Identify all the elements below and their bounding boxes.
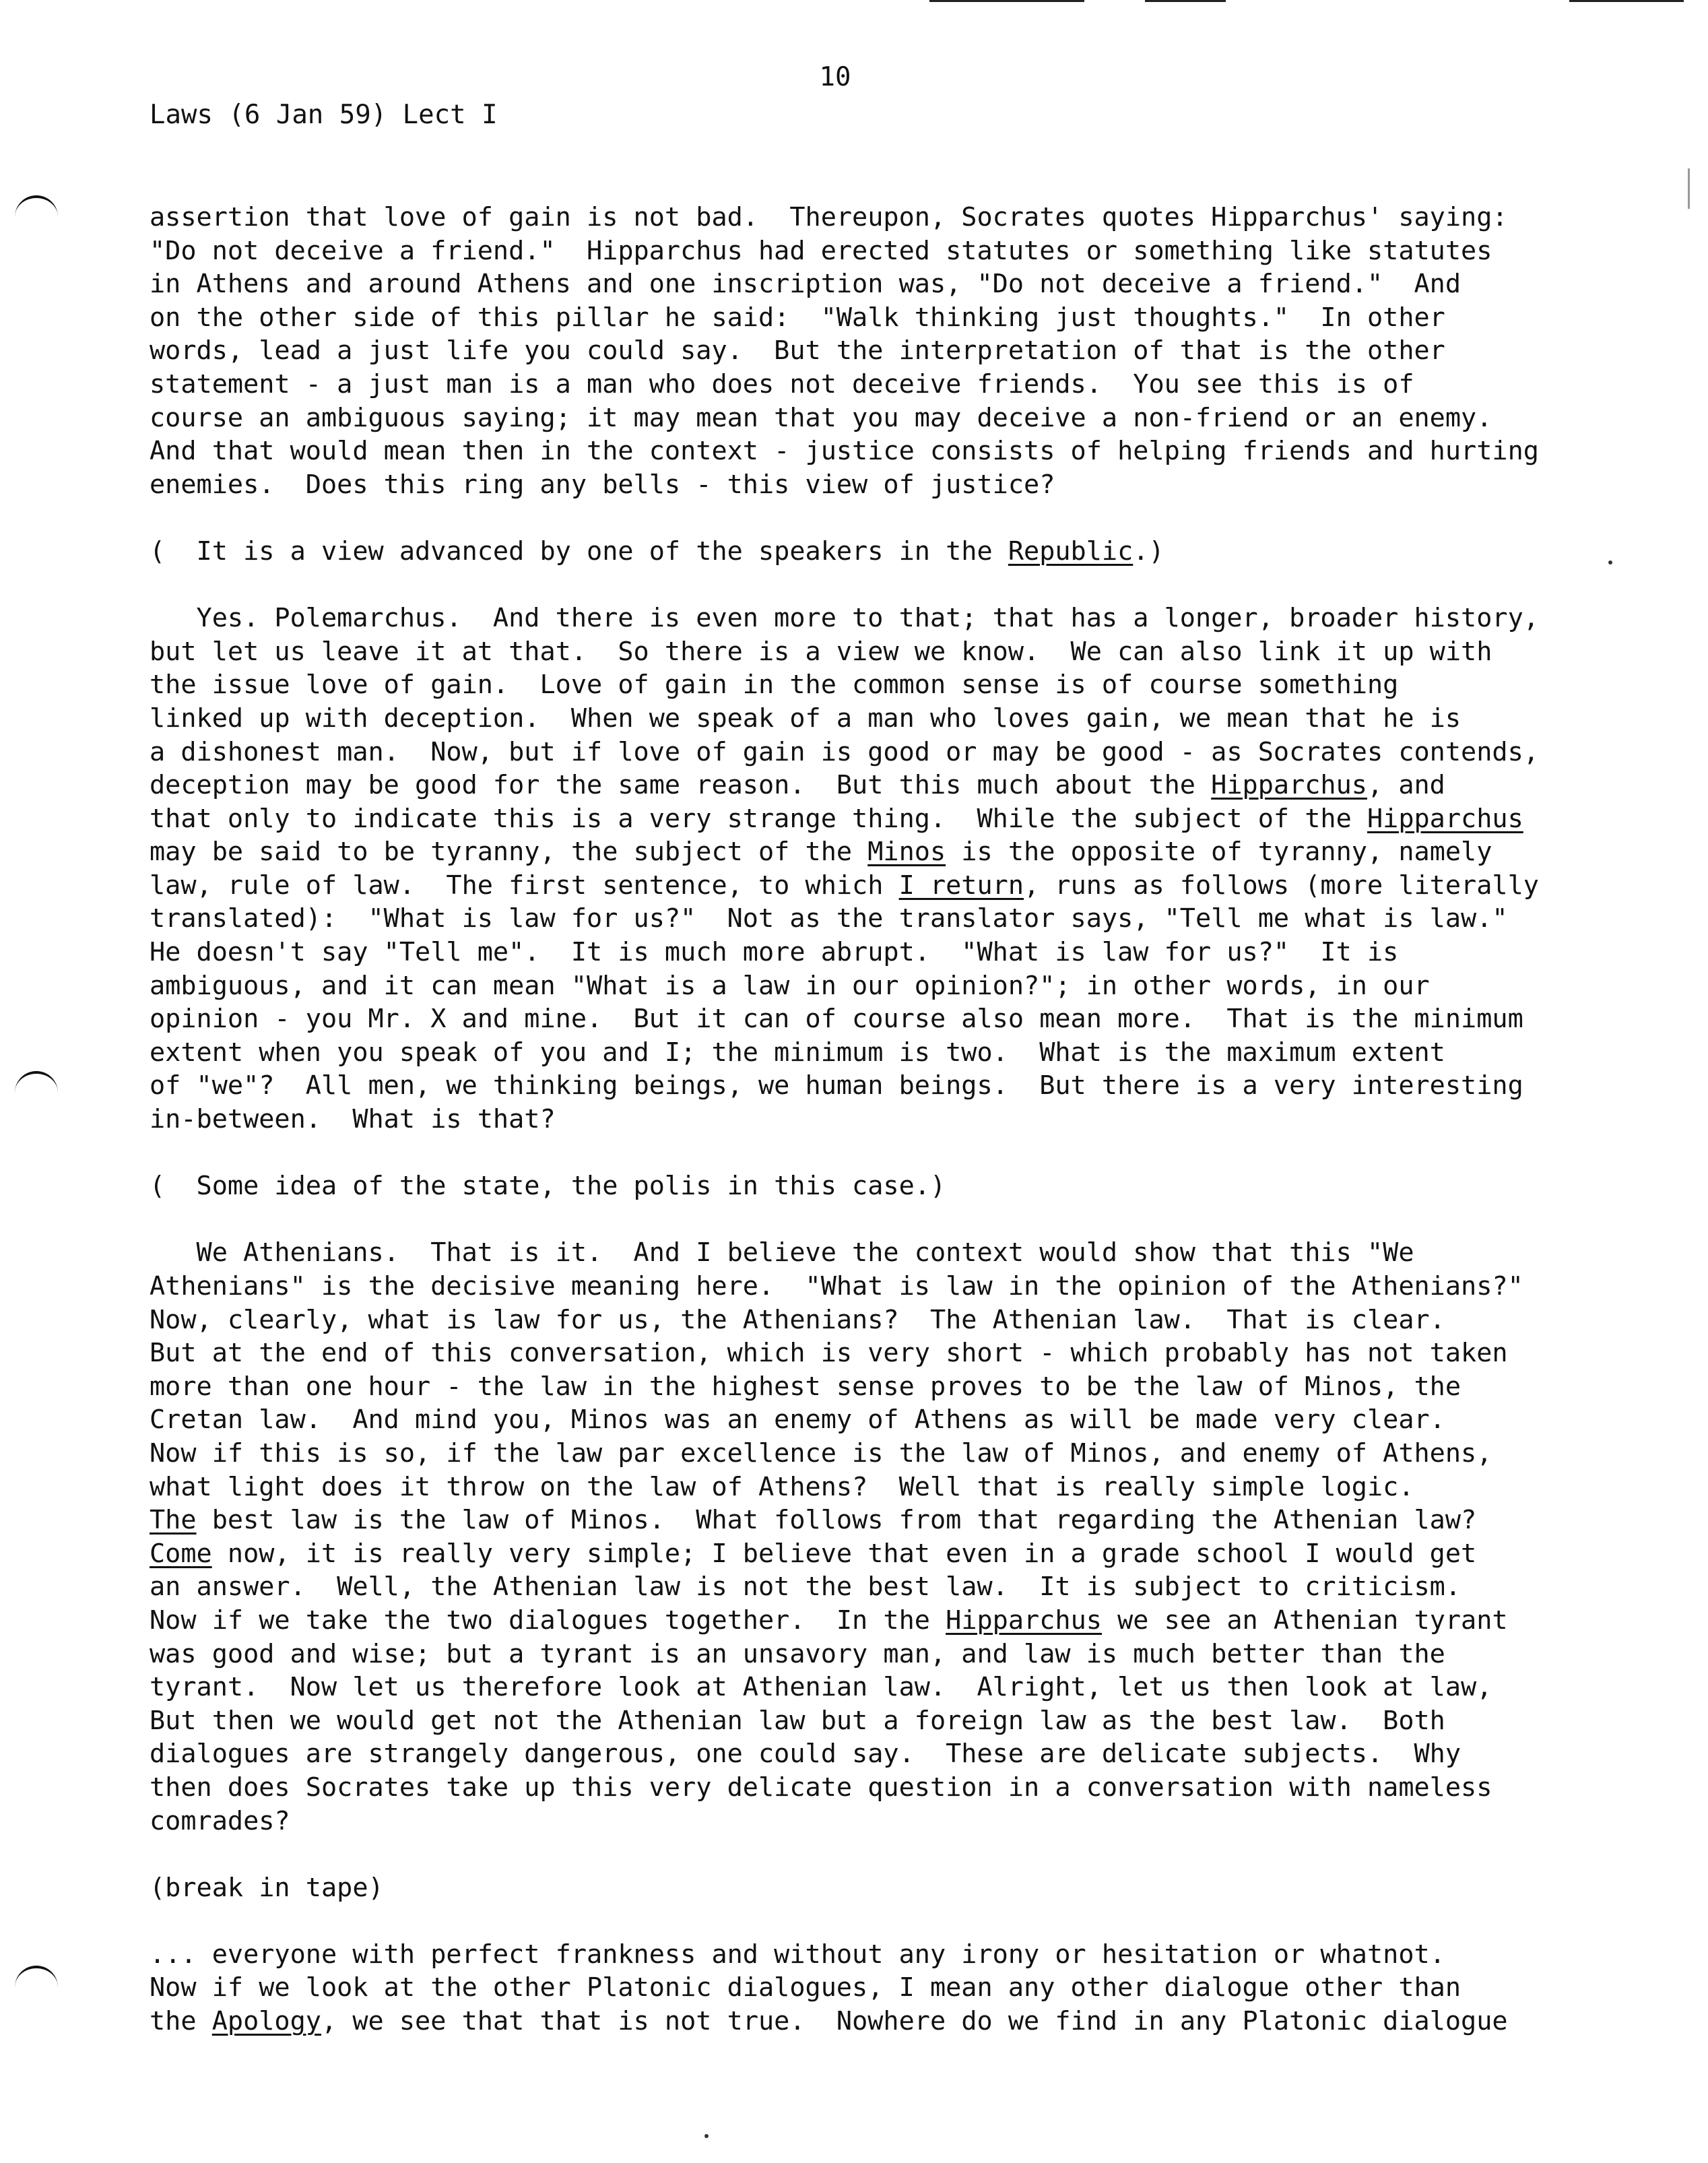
text-run: dialogues are strangely dangerous, one could say. These are delicate subjects. Why bbox=[150, 1739, 1461, 1770]
margin-hole-punch-mark bbox=[15, 1966, 58, 1995]
text-line bbox=[150, 1270, 1665, 1303]
text-run: the bbox=[150, 2006, 212, 2037]
text-run: linked up with deception. When we speak of a man who loves gain, we mean that he is bbox=[150, 703, 1461, 734]
text-run: extent when you speak of you and I; the minimum is two. What is the maximum extent bbox=[150, 1037, 1445, 1068]
text-run: ( Some idea of the state, the polis in this case.) bbox=[150, 1171, 946, 1202]
paragraph bbox=[150, 1236, 1665, 1838]
paragraph bbox=[150, 535, 1665, 569]
text-run: He doesn't say "Tell me". It is much more abrupt. "What is law for us?" It is bbox=[150, 937, 1399, 968]
text-line bbox=[150, 602, 1665, 635]
text-line bbox=[150, 1036, 1665, 1070]
text-line bbox=[150, 702, 1665, 736]
text-line bbox=[150, 368, 1665, 401]
text-run: tyrant. Now let us therefore look at Athenian law. Alright, let us then look at law, bbox=[150, 1672, 1492, 1703]
text-line bbox=[150, 334, 1665, 368]
text-line bbox=[150, 1370, 1665, 1404]
text-run: Now, clearly, what is law for us, the Athenians? The Athenian law. That is clear. bbox=[150, 1304, 1445, 1335]
text-run: that only to indicate this is a very strange thing. While the subject of the bbox=[150, 803, 1367, 834]
text-run: Yes. Polemarchus. And there is even more to that; that has a longer, broader history, bbox=[150, 603, 1539, 634]
paragraph-gap bbox=[150, 501, 1665, 535]
underlined-title: Apology bbox=[211, 2006, 321, 2037]
text-run: ( It is a view advanced by one of the speakers in the bbox=[150, 536, 1008, 567]
scan-top-rule bbox=[1569, 0, 1684, 2]
text-line bbox=[150, 201, 1665, 234]
paragraph-gap bbox=[150, 1136, 1665, 1170]
text-line bbox=[150, 1805, 1665, 1838]
underlined-title: Hipparchus bbox=[1367, 803, 1523, 834]
text-line bbox=[150, 1971, 1665, 2005]
text-run: in Athens and around Athens and one inscription was, "Do not deceive a friend." And bbox=[150, 269, 1461, 300]
text-run: may be said to be tyranny, the subject of the bbox=[150, 837, 868, 868]
text-line bbox=[150, 1403, 1665, 1437]
text-run: law, rule of law. The first sentence, to which bbox=[150, 870, 899, 901]
text-run: , we see that that is not true. Nowhere do we find in any Platonic dialogue bbox=[321, 2006, 1508, 2037]
text-line bbox=[150, 1604, 1665, 1638]
text-run: Cretan law. And mind you, Minos was an enemy of Athens as will be made very clear. bbox=[150, 1405, 1445, 1435]
text-run: , runs as follows (more literally bbox=[1024, 870, 1539, 901]
text-run: "Do not deceive a friend." Hipparchus had erected statutes or something like statutes bbox=[150, 235, 1492, 266]
text-run: an answer. Well, the Athenian law is not the best law. It is subject to criticism. bbox=[150, 1572, 1461, 1603]
text-run: Athenians" is the decisive meaning here. "What is law in the opinion of the Athenians?" bbox=[150, 1271, 1523, 1301]
text-line bbox=[150, 936, 1665, 969]
text-run: best law is the law of Minos. What follows from that regarding the Athenian law? bbox=[196, 1505, 1477, 1536]
text-line bbox=[150, 1069, 1665, 1103]
text-run: But at the end of this conversation, which is very short - which probably has not taken bbox=[150, 1338, 1508, 1369]
text-line bbox=[150, 535, 1665, 569]
margin-hole-punch-mark bbox=[15, 195, 58, 225]
text-line bbox=[150, 267, 1665, 301]
text-line bbox=[150, 1471, 1665, 1504]
text-run: on the other side of this pillar he said: "Walk thinking just thoughts." In other bbox=[150, 302, 1445, 333]
text-line bbox=[150, 1938, 1665, 1972]
scan-edge-mark bbox=[1688, 168, 1690, 209]
text-run: course an ambiguous saying; it may mean that you may deceive a non-friend or an enemy. bbox=[150, 402, 1492, 433]
text-run: (break in tape) bbox=[150, 1872, 384, 1903]
text-line bbox=[150, 802, 1665, 836]
underlined-title: Hipparchus bbox=[1211, 770, 1367, 801]
text-run: what light does it throw on the law of Athens? Well that is really simple logic. bbox=[150, 1471, 1414, 1502]
text-line bbox=[150, 969, 1665, 1003]
paragraph bbox=[150, 1871, 1665, 1905]
paragraph-gap bbox=[150, 1838, 1665, 1871]
underlined-title: Minos bbox=[867, 837, 946, 868]
text-line bbox=[150, 1504, 1665, 1537]
transcript-body bbox=[150, 201, 1665, 2038]
text-line bbox=[150, 1771, 1665, 1805]
text-line bbox=[150, 234, 1665, 268]
text-line bbox=[150, 736, 1665, 769]
paragraph bbox=[150, 602, 1665, 1136]
text-run: , and bbox=[1367, 770, 1445, 801]
text-line bbox=[150, 902, 1665, 936]
paragraph-gap bbox=[150, 1904, 1665, 1938]
text-line bbox=[150, 468, 1665, 502]
text-run: a dishonest man. Now, but if love of gain is good or may be good - as Socrates contends, bbox=[150, 736, 1539, 767]
text-run: words, lead a just life you could say. But the interpretation of that is the other bbox=[150, 335, 1445, 366]
text-line bbox=[150, 1437, 1665, 1471]
text-run: the issue love of gain. Love of gain in the common sense is of course something bbox=[150, 670, 1399, 701]
text-line bbox=[150, 401, 1665, 435]
paragraph bbox=[150, 1169, 1665, 1203]
text-run: then does Socrates take up this very delicate question in a conversation with nameless bbox=[150, 1772, 1492, 1803]
text-line bbox=[150, 1103, 1665, 1136]
text-line bbox=[150, 434, 1665, 468]
underlined-title: The bbox=[150, 1505, 197, 1536]
text-run: We Athenians. That is it. And I believe the context would show that this "We bbox=[150, 1237, 1414, 1268]
text-line bbox=[150, 1671, 1665, 1704]
text-line bbox=[150, 835, 1665, 869]
text-line bbox=[150, 301, 1665, 335]
text-run: And that would mean then in the context - justice consists of helping friends and hurting bbox=[150, 436, 1539, 467]
underlined-title: I return bbox=[898, 870, 1024, 901]
text-run: .) bbox=[1133, 536, 1164, 567]
text-line bbox=[150, 1871, 1665, 1905]
text-run: translated): "What is law for us?" Not as the translator says, "Tell me what is law." bbox=[150, 903, 1508, 934]
text-line bbox=[150, 1336, 1665, 1370]
text-run: statement - a just man is a man who does not deceive friends. You see this is of bbox=[150, 368, 1414, 399]
scan-speck bbox=[704, 2134, 709, 2138]
margin-hole-punch-mark bbox=[15, 1071, 58, 1101]
running-head: Laws (6 Jan 59) Lect I bbox=[150, 100, 498, 130]
text-run: of "we"? All men, we thinking beings, we human beings. But there is a very interesting bbox=[150, 1070, 1523, 1101]
text-line bbox=[150, 1303, 1665, 1337]
text-line bbox=[150, 769, 1665, 802]
text-line bbox=[150, 1570, 1665, 1604]
text-run: deception may be good for the same reason. But this much about the bbox=[150, 770, 1212, 801]
text-line bbox=[150, 2005, 1665, 2038]
scan-top-rule bbox=[929, 0, 1084, 2]
text-run: ambiguous, and it can mean "What is a law in our opinion?"; in other words, in our bbox=[150, 970, 1430, 1001]
text-run: in-between. What is that? bbox=[150, 1104, 556, 1135]
text-run: we see an Athenian tyrant bbox=[1101, 1605, 1508, 1636]
text-run: now, it is really very simple; I believe that even in a grade school I would get bbox=[211, 1538, 1477, 1569]
text-run: enemies. Does this ring any bells - this view of justice? bbox=[150, 469, 1055, 500]
text-line bbox=[150, 668, 1665, 702]
text-line bbox=[150, 1737, 1665, 1771]
underlined-title: Come bbox=[150, 1538, 212, 1569]
text-line bbox=[150, 635, 1665, 669]
text-run: more than one hour - the law in the highest sense proves to be the law of Minos, the bbox=[150, 1371, 1461, 1402]
text-run: Now if we look at the other Platonic dialogues, I mean any other dialogue other than bbox=[150, 1972, 1461, 2003]
text-run: Now if we take the two dialogues together. In the bbox=[150, 1605, 946, 1636]
text-line bbox=[150, 1704, 1665, 1738]
text-line bbox=[150, 1002, 1665, 1036]
text-line bbox=[150, 1537, 1665, 1571]
underlined-title: Hipparchus bbox=[946, 1605, 1102, 1636]
text-run: is the opposite of tyranny, namely bbox=[946, 837, 1492, 868]
paragraph-gap bbox=[150, 1203, 1665, 1237]
text-run: opinion - you Mr. X and mine. But it can of course also mean more. That is the minimum bbox=[150, 1004, 1523, 1035]
text-line bbox=[150, 1638, 1665, 1671]
text-run: was good and wise; but a tyrant is an unsavory man, and law is much better than the bbox=[150, 1638, 1445, 1669]
text-run: But then we would get not the Athenian law but a foreign law as the best law. Both bbox=[150, 1705, 1445, 1736]
text-run: ... everyone with perfect frankness and without any irony or hesitation or whatnot. bbox=[150, 1939, 1445, 1970]
text-run: assertion that love of gain is not bad. Thereupon, Socrates quotes Hipparchus' saying: bbox=[150, 202, 1508, 232]
text-run: but let us leave it at that. So there is a view we know. We can also link it up with bbox=[150, 636, 1492, 667]
underlined-title: Republic bbox=[1008, 536, 1134, 567]
paragraph bbox=[150, 201, 1665, 501]
page-number: 10 bbox=[819, 62, 851, 92]
paragraph bbox=[150, 1938, 1665, 2038]
scan-top-rule bbox=[1145, 0, 1226, 2]
text-run: Now if this is so, if the law par excellence is the law of Minos, and enemy of Athens, bbox=[150, 1438, 1492, 1468]
text-run: comrades? bbox=[150, 1805, 290, 1836]
text-line bbox=[150, 1236, 1665, 1270]
text-line bbox=[150, 869, 1665, 903]
text-line bbox=[150, 1169, 1665, 1203]
paragraph-gap bbox=[150, 569, 1665, 602]
